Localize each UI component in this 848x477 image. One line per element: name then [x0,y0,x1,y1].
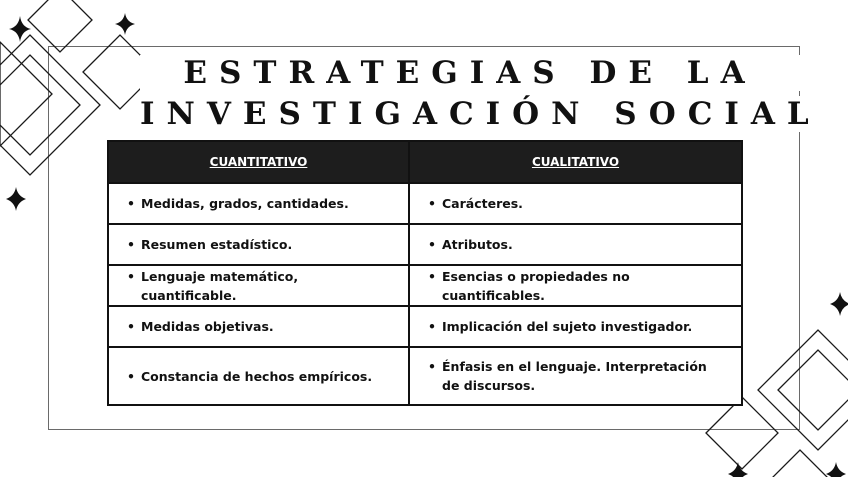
bullet-icon: • [127,319,135,334]
cell-text: Medidas objetivas. [141,319,274,334]
table-cell [409,347,742,405]
table-header-row [108,141,742,183]
table-cell [108,306,409,347]
diamond-shape [758,330,848,450]
bullet-icon: • [127,196,135,211]
page-title-line1: ESTRATEGIAS DE LA [140,55,800,91]
cell-text: Atributos. [442,237,513,252]
sparkle-icon [115,13,135,35]
table-row [108,183,742,224]
bullet-icon: • [127,237,135,252]
sparkle-icon [728,462,748,477]
table-cell [108,183,409,224]
cell-text: Énfasis en el lenguaje. Interpretación de discursos. [442,359,707,393]
sparkle-icon [826,462,846,477]
diamond-shape [760,450,840,477]
cell-text: Medidas, grados, cantidades. [141,196,349,211]
cell-text: Resumen estadístico. [141,237,293,252]
page-title-line2: INVESTIGACIÓN SOCIAL [140,96,821,132]
sparkle-icon [6,187,26,211]
diamond-shape [28,0,92,52]
bullet-icon: • [428,268,436,284]
cell-text: Implicación del sujeto investigador. [442,319,693,334]
table-row [108,265,742,306]
bullet-icon: • [428,237,436,252]
diamond-shape [0,35,100,175]
table-row [108,306,742,347]
bullet-icon: • [127,268,135,284]
table-cell [108,224,409,265]
table-cell [409,306,742,347]
diamond-shape [0,55,80,155]
table-row [108,347,742,405]
sparkle-icon [830,292,848,316]
diamond-shape [778,350,848,430]
bullet-icon: • [428,319,436,334]
cell-text: Carácteres. [442,196,523,211]
diamond-shape [706,397,778,469]
table-row [108,224,742,265]
cell-text: Constancia de hechos empíricos. [141,368,373,384]
bullet-icon: • [428,359,436,374]
table-cell [409,265,742,306]
bullet-icon: • [428,196,436,211]
table-cell [108,347,409,405]
cell-text: Esencias o propiedades no cuantificables. [442,268,630,303]
bullet-icon: • [127,368,135,384]
table-cell [409,224,742,265]
strategies-table [107,140,743,406]
column-header-cuantitativo: CUANTITATIVO [108,141,409,183]
cell-text: Lenguaje matemático, cuantificable. [141,268,299,303]
table-cell [409,183,742,224]
column-header-cualitativo: CUALITATIVO [409,141,742,183]
table-cell [108,265,409,306]
